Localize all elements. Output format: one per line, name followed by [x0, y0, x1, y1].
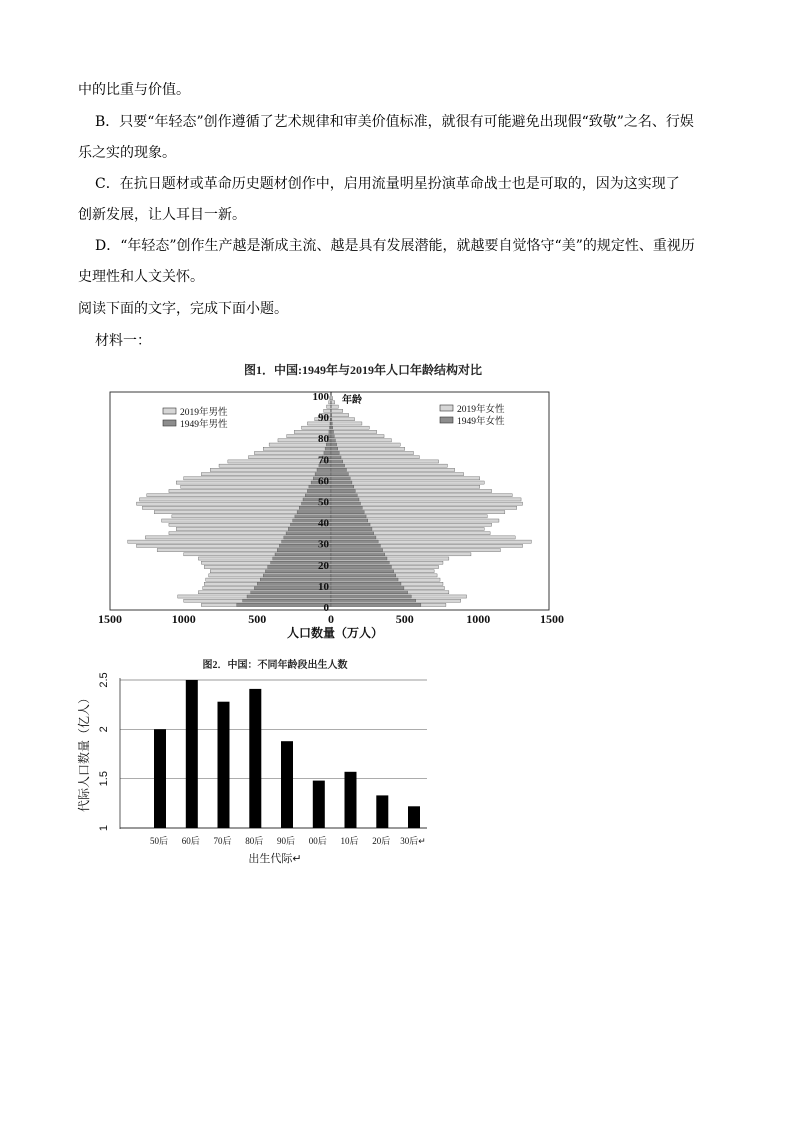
x-tick-label: 1500	[98, 612, 122, 626]
bar	[281, 741, 293, 828]
pyramid-bar	[331, 477, 350, 480]
option-b-continued: 乐之实的现象。	[78, 145, 176, 161]
x-tick-label: 0	[328, 612, 334, 626]
pyramid-bar	[317, 468, 331, 471]
pyramid-bar	[263, 574, 331, 577]
x-tick-label: 500	[248, 612, 267, 626]
pyramid-bar	[331, 574, 396, 577]
pyramid-bar	[331, 443, 337, 446]
y-tick-label: 2	[98, 726, 110, 733]
pyramid-bar	[210, 468, 331, 471]
pyramid-bar	[331, 426, 333, 429]
category-label: 90后	[276, 836, 296, 846]
pyramid-bar	[331, 599, 416, 602]
pyramid-bar	[331, 464, 447, 467]
x-axis-ticks	[98, 612, 564, 626]
pyramid-bar	[331, 473, 464, 476]
age-tick-label: 80	[318, 433, 329, 446]
pyramid-bar	[331, 426, 369, 429]
pyramid-bar	[331, 511, 364, 514]
pyramid-bar	[331, 473, 348, 476]
pyramid-bar	[331, 481, 484, 484]
pyramid-bar	[331, 422, 362, 425]
pyramid-bar	[331, 553, 385, 556]
bar	[218, 702, 230, 828]
bar	[186, 680, 198, 828]
pyramid-bar	[331, 523, 370, 526]
pyramid-bar	[184, 477, 331, 480]
category-label: 50后	[149, 836, 169, 846]
category-label: 30后↵	[400, 836, 426, 846]
x-axis-label: 人口数量（万人）	[286, 626, 384, 640]
pyramid-bar	[331, 409, 343, 412]
pyramid-bar	[176, 481, 331, 484]
pyramid-bar	[331, 422, 332, 425]
pyramid-bar	[331, 418, 332, 421]
pyramid-bar	[331, 477, 480, 480]
age-tick-label: 90	[318, 412, 329, 425]
pyramid-bar	[331, 506, 362, 509]
pyramid-bar	[331, 532, 374, 535]
pyramid-bar	[331, 485, 354, 488]
y-axis-label: 年龄	[342, 395, 362, 406]
legend-label: 2019年女性	[457, 405, 505, 415]
bar	[249, 689, 261, 828]
pyramid-bar	[331, 418, 355, 421]
pyramid-bar	[331, 565, 391, 568]
x-axis-label: 出生代际↵	[248, 853, 302, 865]
pyramid-bar	[331, 405, 338, 408]
category-label: 70后	[213, 836, 232, 846]
pyramid-bar	[331, 460, 343, 463]
age-tick-label: 70	[318, 454, 329, 467]
pyramid-bar	[331, 515, 366, 518]
pyramid-bar	[331, 494, 512, 497]
pyramid-bar	[331, 439, 335, 442]
pyramid-bar	[247, 595, 331, 598]
legend-swatch	[440, 417, 453, 423]
x-tick-label: 1000	[171, 612, 196, 626]
pyramid-bar	[331, 443, 400, 446]
legend-swatch	[163, 408, 176, 414]
legend-label: 2019年男性	[180, 408, 228, 418]
pyramid-bar	[331, 549, 383, 552]
bar	[154, 729, 166, 828]
bar	[345, 772, 357, 828]
age-tick-label: 10	[318, 580, 329, 593]
pyramid-bar	[331, 494, 357, 497]
pyramid-bar	[329, 401, 331, 404]
y-axis-label: 代际人口数量（亿人）	[77, 691, 91, 813]
bars	[154, 680, 420, 828]
pyramid-bar	[331, 481, 352, 484]
pyramid-bar	[331, 447, 338, 450]
pyramid-bar	[307, 489, 331, 492]
pyramid-bar	[331, 430, 334, 433]
age-tick-label: 100	[312, 391, 329, 403]
pyramid-bar	[331, 519, 368, 522]
pyramid-bar	[331, 468, 455, 471]
pyramid-bar	[331, 595, 411, 598]
category-label: 10后	[340, 836, 359, 846]
pyramid-bar	[263, 447, 331, 450]
pyramid-bar	[331, 401, 335, 404]
pyramid-bar	[331, 460, 439, 463]
x-tick-label: 500	[395, 612, 414, 626]
category-label: 20后	[372, 836, 391, 846]
pyramid-bar	[330, 426, 331, 429]
births-bar-chart	[75, 650, 445, 870]
pyramid-bar	[331, 464, 345, 467]
pyramid-bar	[275, 553, 331, 556]
pyramid-bar	[330, 397, 331, 400]
material-label: 材料一：	[95, 333, 151, 349]
pyramid-bar	[331, 451, 414, 454]
pyramid-bar	[228, 460, 331, 463]
pyramid-bar	[331, 413, 349, 416]
chart-title: 图2．中国：不同年龄段出生人数	[202, 660, 348, 671]
pyramid-bar	[331, 544, 380, 547]
pyramid-bar	[331, 397, 333, 400]
pyramid-bar	[331, 456, 341, 459]
population-pyramid-chart	[95, 355, 570, 645]
bar	[376, 795, 388, 828]
y-tick-label: 1	[98, 824, 110, 832]
pyramid-bar	[327, 405, 331, 408]
age-tick-label: 0	[323, 602, 329, 614]
pyramid-bar	[331, 439, 391, 442]
pyramid-bar	[331, 498, 359, 501]
pyramid-bar	[331, 603, 421, 606]
pyramid-bar	[237, 603, 331, 606]
pyramid-bar	[331, 540, 378, 543]
pyramid-bar	[331, 435, 334, 438]
pyramid-bar	[297, 511, 331, 514]
pyramid-bar	[325, 447, 331, 450]
category-label: 00后	[308, 836, 327, 846]
bar	[313, 781, 325, 828]
pyramid-bar	[331, 451, 339, 454]
reading-instruction: 阅读下面的文字，完成下面小题。	[78, 301, 288, 317]
pyramid-bar	[331, 570, 394, 573]
pyramid-bar	[331, 587, 404, 590]
pyramid-bar	[331, 498, 521, 501]
pyramid-bar	[331, 456, 419, 459]
pyramid-bar	[139, 498, 331, 501]
category-label: 80后	[245, 836, 264, 846]
pyramid-bar	[286, 532, 331, 535]
bar	[408, 806, 420, 828]
pyramid-bar	[331, 468, 346, 471]
pyramid-bar	[331, 413, 332, 416]
age-tick-label: 30	[318, 538, 329, 551]
option-c: C．在抗日题材或革命历史题材创作中，启用流量明星扮演革命战士也是可取的，因为这实现了	[95, 176, 680, 192]
pyramid-bar	[331, 578, 398, 581]
pyramid-bar	[331, 561, 389, 564]
pyramid-bar	[331, 430, 377, 433]
option-d-continued: 史理性和人文关怀。	[78, 269, 204, 285]
pyramid-bar	[331, 527, 372, 530]
x-tick-label: 1000	[466, 612, 491, 626]
pyramid-bar	[181, 485, 331, 488]
pyramid-bar	[243, 599, 331, 602]
pyramid-bar	[147, 494, 331, 497]
age-tick-label: 20	[318, 559, 329, 572]
pyramid-bar	[169, 489, 331, 492]
pyramid-bar	[331, 502, 360, 505]
x-axis-ticks	[150, 835, 426, 846]
pyramid-bar	[331, 489, 355, 492]
pyramid-bar	[331, 435, 384, 438]
legend-label: 1949年女性	[457, 417, 505, 427]
y-axis-ticks	[98, 672, 110, 831]
x-tick-label: 1500	[540, 612, 564, 626]
pyramid-bar	[331, 591, 408, 594]
paragraph-tail: 中的比重与价值。	[78, 82, 190, 98]
pyramid-bar	[201, 473, 331, 476]
pyramid-bar	[331, 447, 405, 450]
legend-swatch	[440, 405, 453, 411]
pyramid-bar	[329, 430, 331, 433]
option-d: D．“年轻态”创作生产越是渐成主流、越是具有发展潜能，就越要自觉恪守“美”的规定性、重视历	[95, 238, 695, 254]
pyramid-bar	[331, 536, 376, 539]
age-tick-label: 40	[318, 517, 329, 530]
legend-label: 1949年男性	[180, 420, 228, 430]
y-tick-label: 2.5	[98, 672, 110, 688]
age-tick-label: 50	[318, 496, 329, 509]
chart-title: 图1．中国:1949年与2019年人口年龄结构对比	[244, 363, 482, 377]
pyramid-bar	[331, 557, 387, 560]
pyramid-bar	[219, 464, 331, 467]
age-tick-label: 60	[318, 475, 329, 488]
pyramid-bar	[331, 582, 401, 585]
legend-swatch	[163, 420, 176, 426]
y-tick-label: 1.5	[98, 771, 110, 787]
category-label: 60后	[181, 836, 200, 846]
pyramid-bar	[302, 426, 331, 429]
option-b: B．只要“年轻态”创作遵循了艺术规律和审美价值标准，就很有可能避免出现假“致敬”之名、行娱	[95, 114, 694, 130]
option-c-continued: 创新发展，让人耳目一新。	[78, 207, 246, 223]
pyramid-bar	[331, 392, 332, 395]
